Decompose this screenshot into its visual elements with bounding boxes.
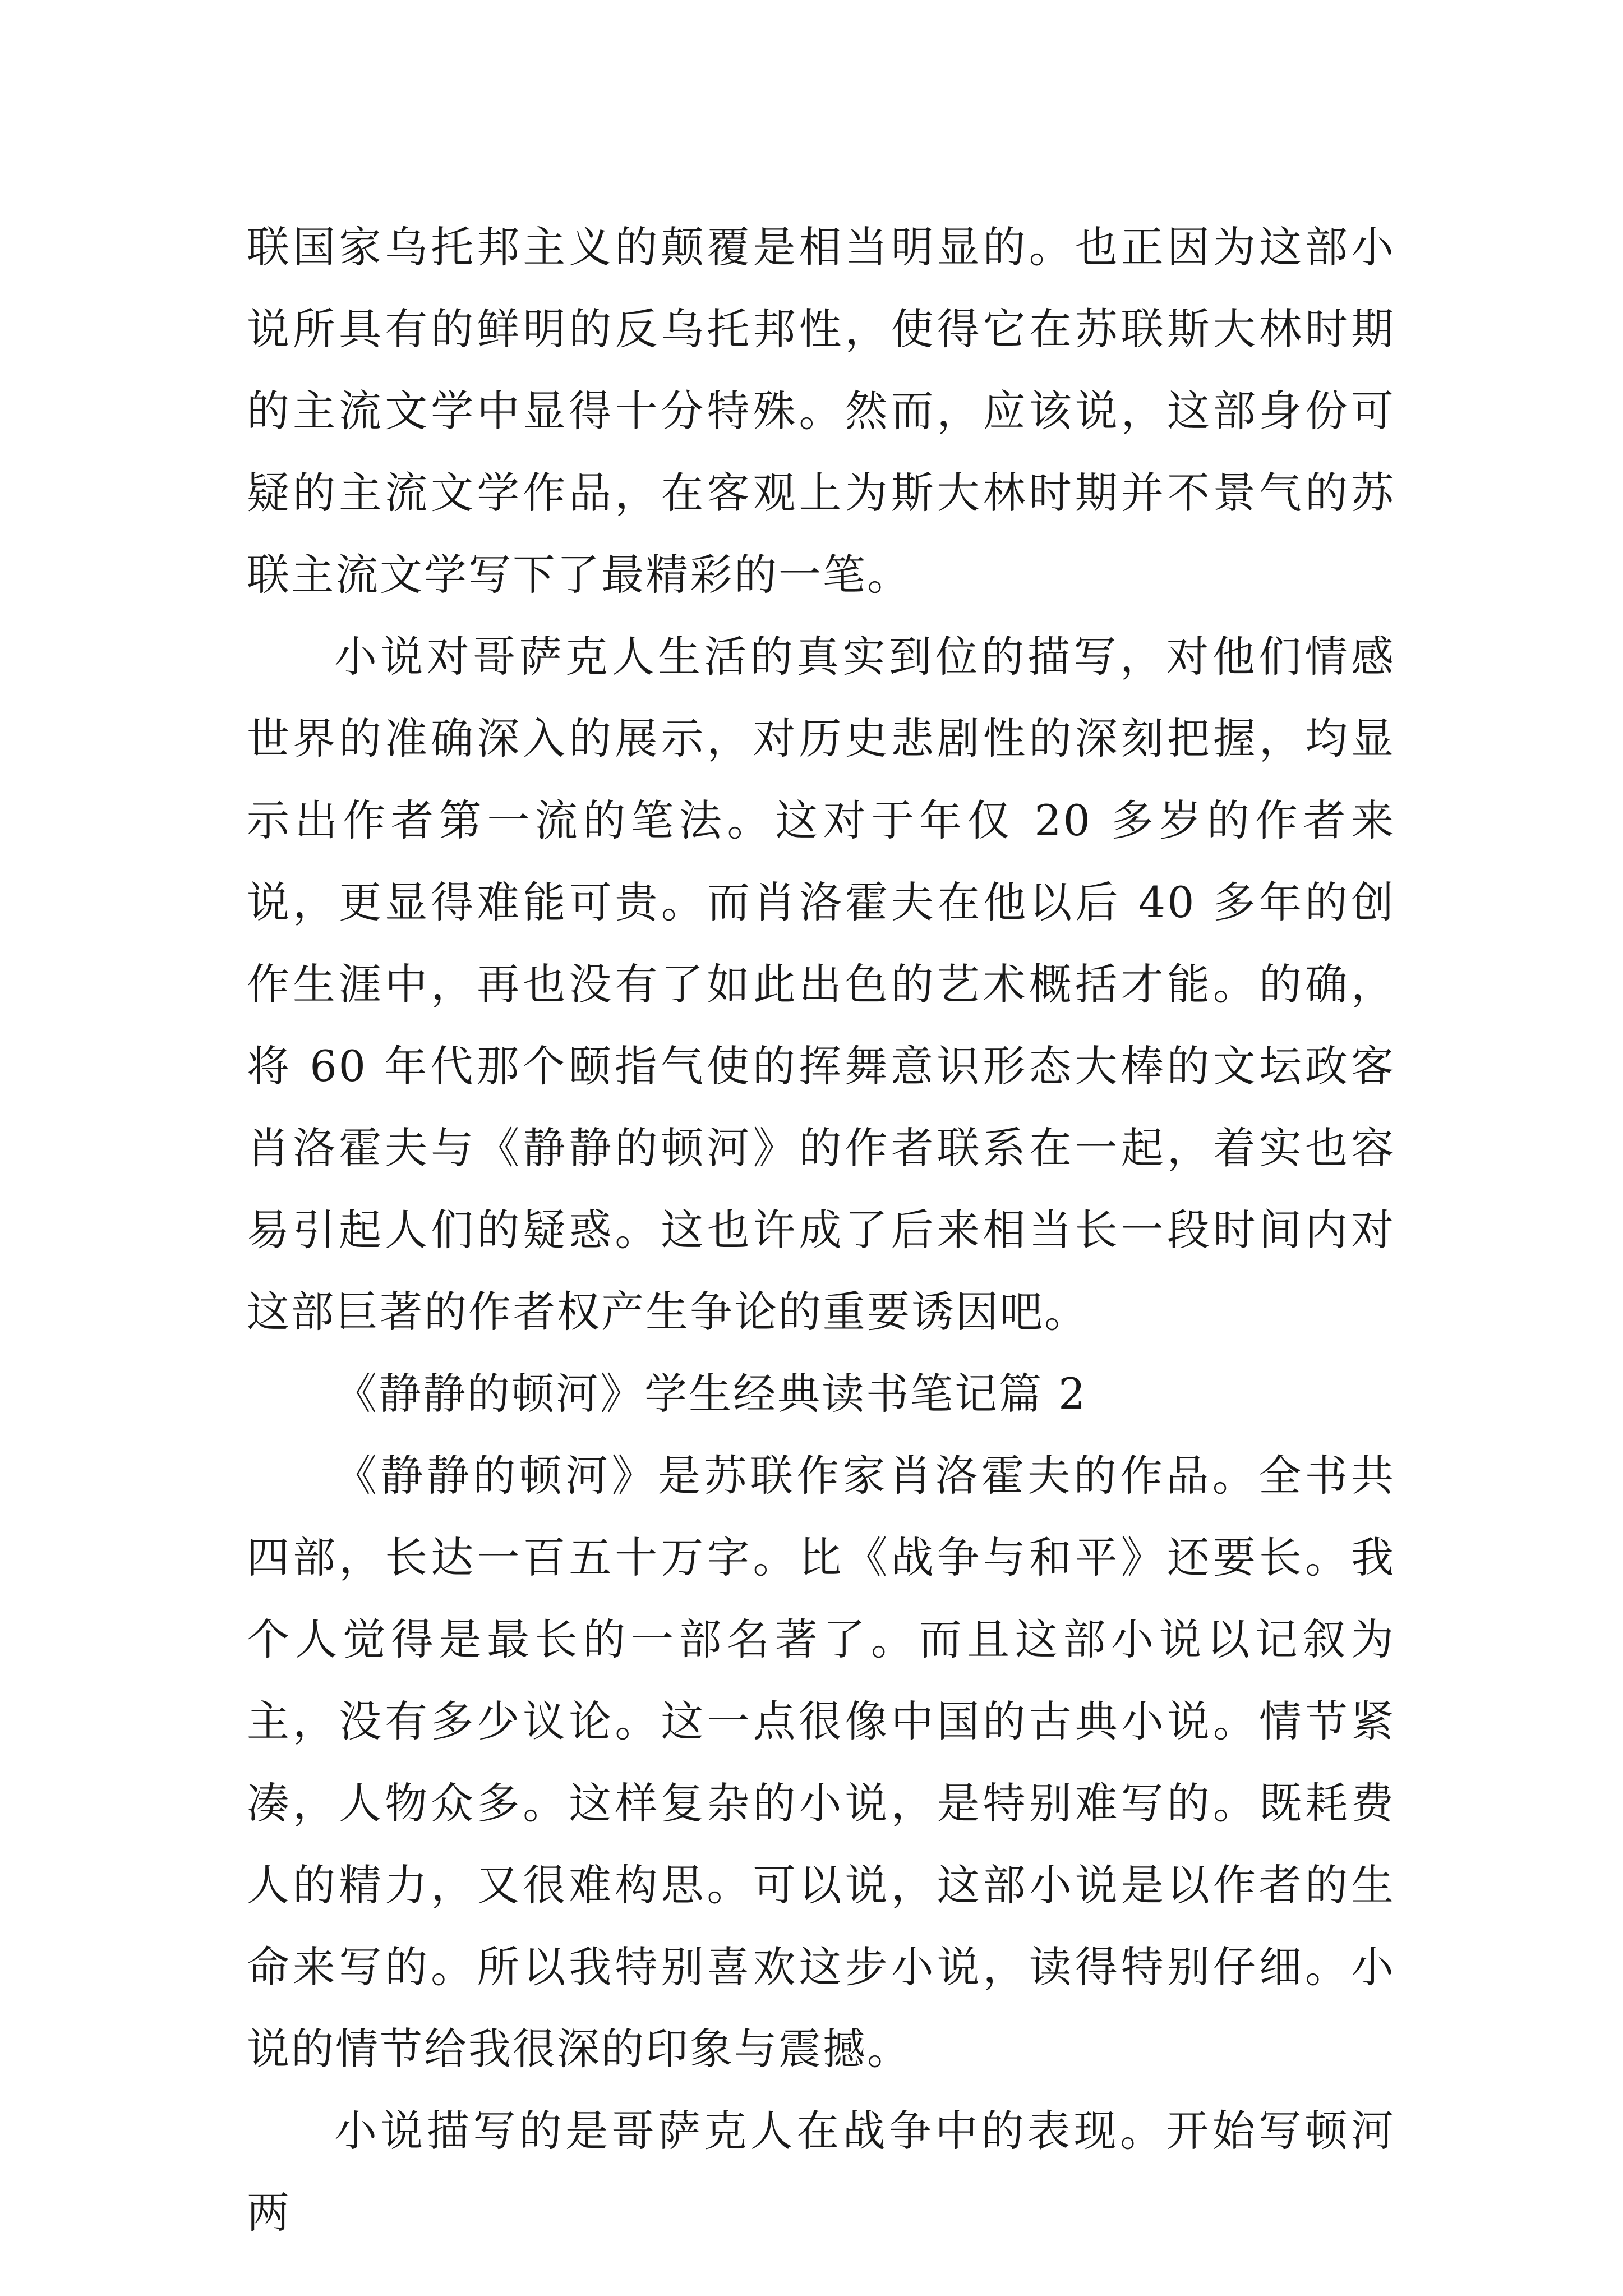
paragraph: 联国家乌托邦主义的颠覆是相当明显的。也正因为这部小说所具有的鲜明的反乌托邦性，使得它在苏联斯大林时期的主流文学中显得十分特殊。然而，应该说，这部身份可疑的主流文学作品，在客观上为斯大林时期并不景气的苏联主流文学写下了最精彩的一笔。 <box>247 222 1395 600</box>
paragraph: 小说对哥萨克人生活的真实到位的描写，对他们情感世界的准确深入的展示，对历史悲剧性的深刻把握，均显示出作者第一流的笔法。这对于年仅 20 多岁的作者来说，更显得难能可贵。而肖洛霍夫在他以后 40 多年的创作生涯中，再也没有了如此出色的艺术概括才能。的确，将 60 年代那个颐指气使的挥舞意识形态大棒的文坛政客肖洛霍夫与《静静的顿河》的作者联系在一起，着实也容易引起人们的疑惑。这也许成了后来相当长一段时间内对这部巨著的作者权产生争论的重要诱因吧。 <box>247 632 1395 1337</box>
paragraph: 小说描写的是哥萨克人在战争中的表现。开始写顿河两 <box>247 2106 1395 2238</box>
paragraph: 《静静的顿河》是苏联作家肖洛霍夫的作品。全书共四部，长达一百五十万字。比《战争与和平》还要长。我个人觉得是最长的一部名著了。而且这部小说以记叙为主，没有多少议论。这一点很像中国的古典小说。情节紧凑，人物众多。这样复杂的小说，是特别难写的。既耗费人的精力，又很难构思。可以说，这部小说是以作者的生命来写的。所以我特别喜欢这步小说，读得特别仔细。小说的情节给我很深的印象与震撼。 <box>247 1451 1395 2074</box>
document-body <box>247 206 1395 2254</box>
section-heading: 《静静的顿河》学生经典读书笔记篇 2 <box>334 1369 1087 1419</box>
